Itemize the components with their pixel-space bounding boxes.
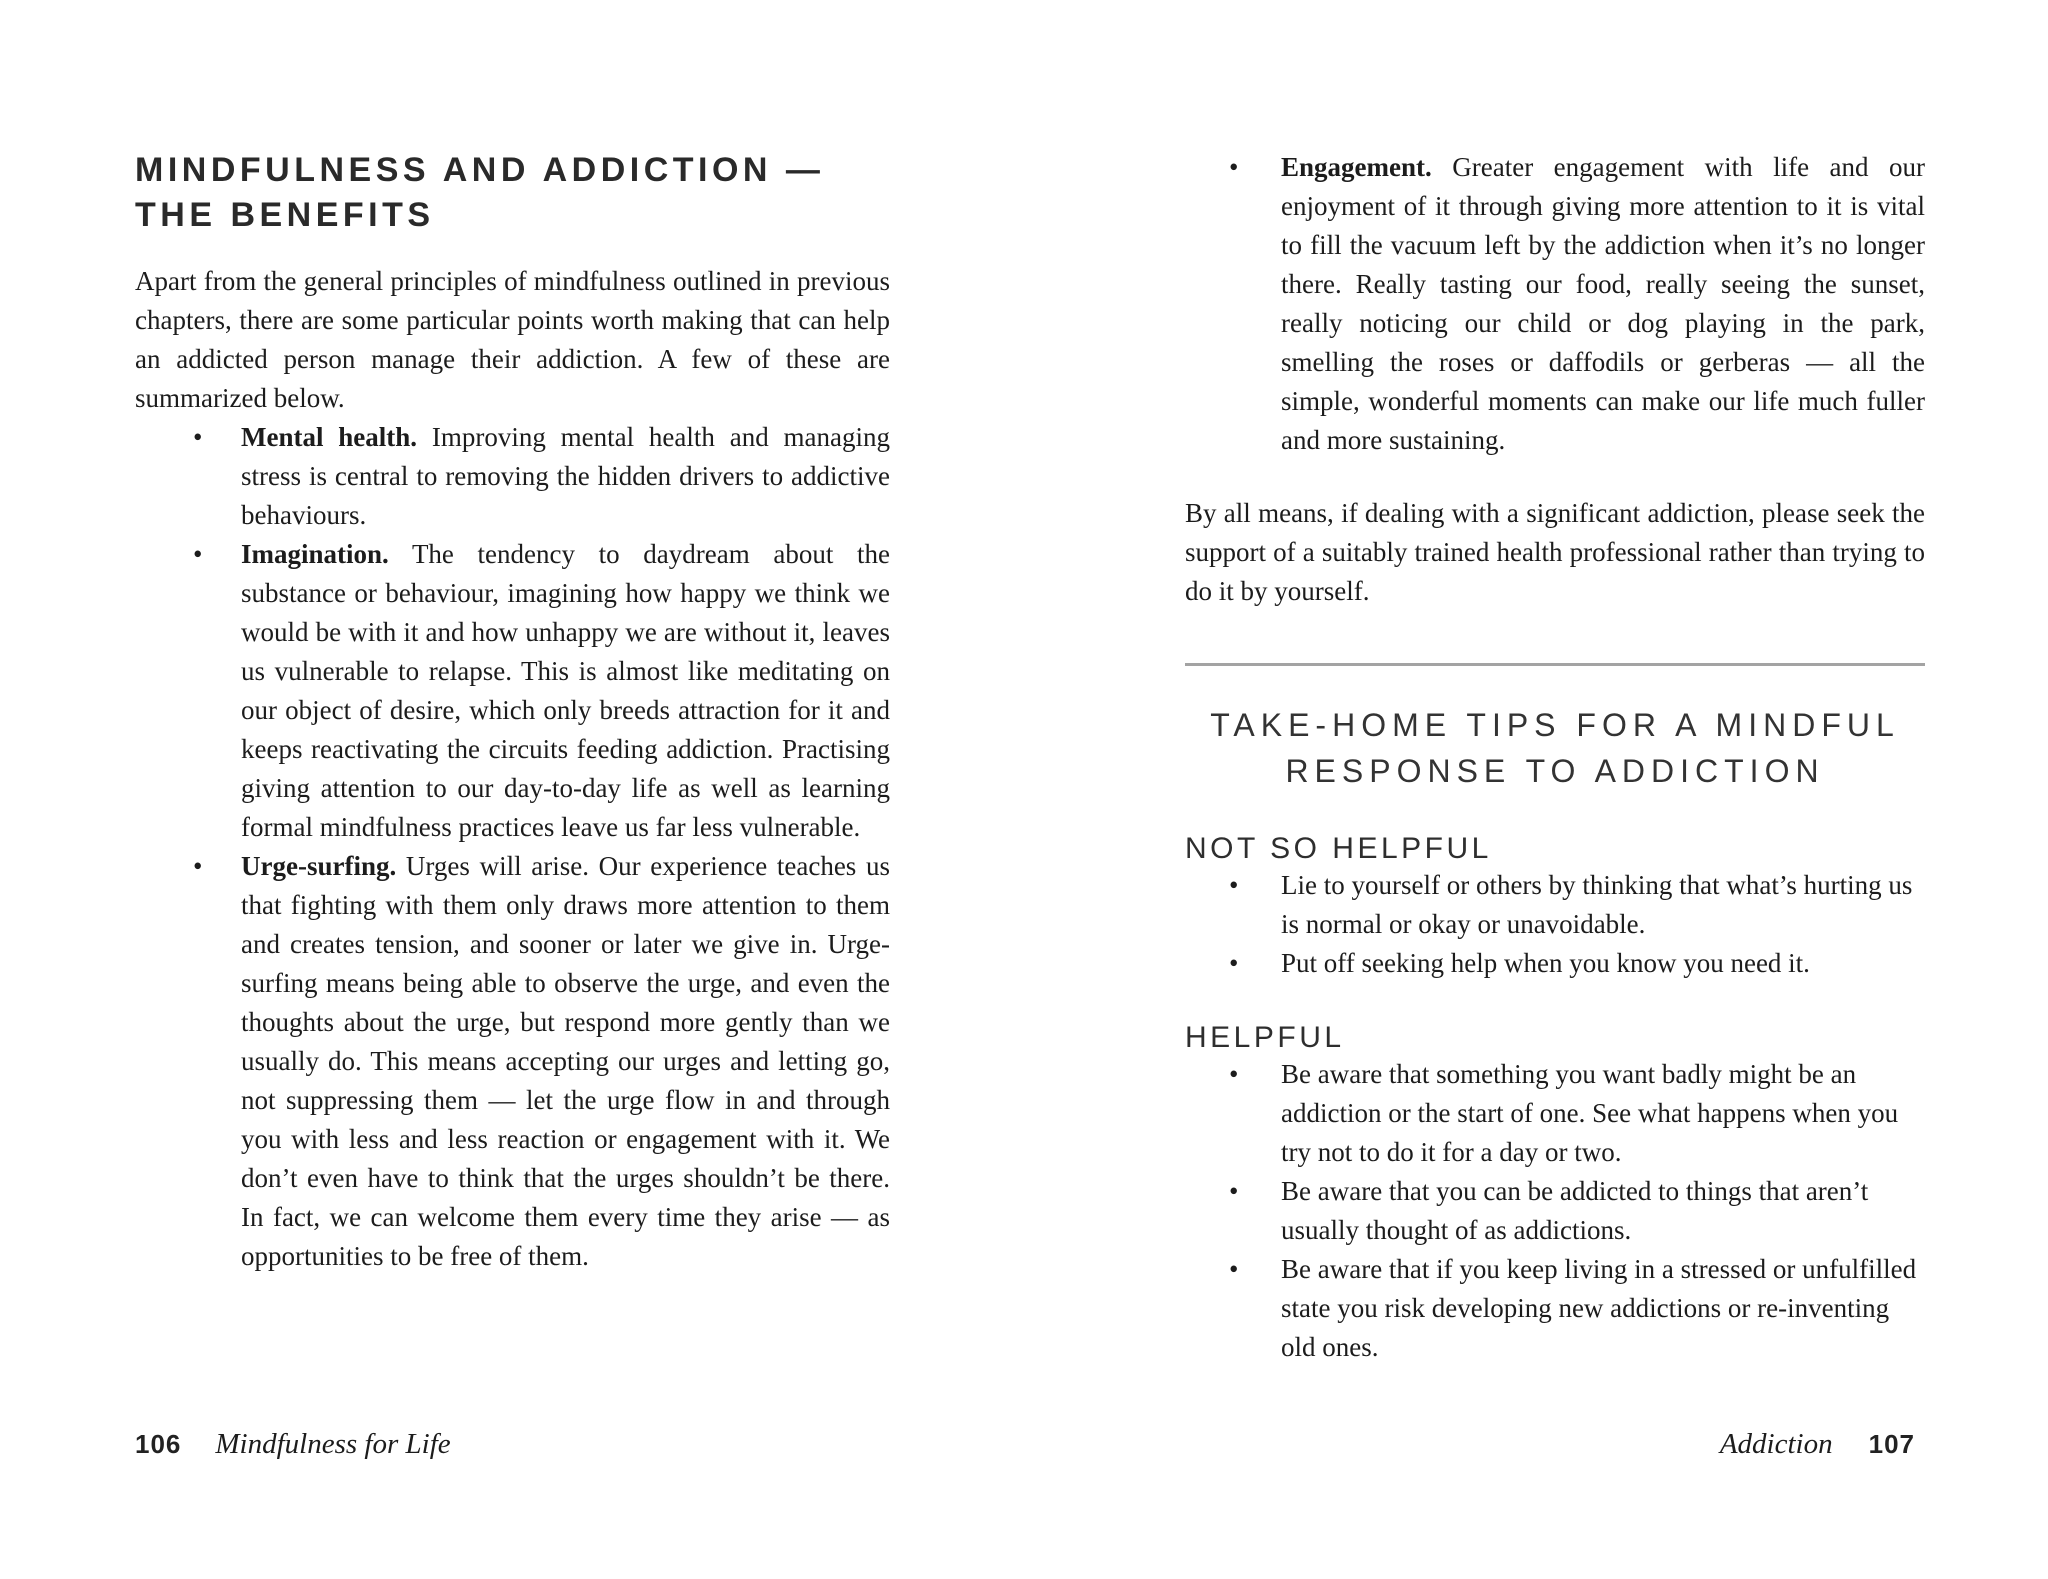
list-item	[1185, 148, 1925, 460]
page-number-left: 106	[135, 1429, 182, 1459]
list-item-lead: Mental health.	[241, 422, 418, 452]
list-item-text: Be aware that you can be addicted to things that aren’t usually thought of as addictions.	[1281, 1176, 1869, 1245]
list-item-body: Improving mental health and managing stress is central to removing the hidden drivers to addictive behaviours.	[241, 422, 890, 530]
list-item-body: Greater engagement with life and our enjoyment of it through giving more attention to it is vital to fill the vacuum left by the addiction when it’s no longer there. Really tasting our food, really seeing the sunset, really noticing our child or dog playing in the park, smelling the roses or daffodils or gerberas — all the simple, wonderful moments can make our life much fuller and more sustaining.	[1281, 152, 1926, 455]
section-divider	[1185, 663, 1925, 666]
bullet-icon: •	[1229, 948, 1239, 978]
list-item-text	[1281, 148, 1925, 460]
not-so-helpful-label: NOT SO HELPFUL	[1185, 832, 1492, 865]
benefits-list-continued	[1185, 148, 1925, 460]
section-heading-line2: THE BENEFITS	[135, 196, 435, 234]
list-item-body: The tendency to daydream about the substance or behaviour, imagining how happy we think we would be with it and how unhappy we are without it, leaves us vulnerable to relapse. This is almost like meditating on our object of desire, which only breeds attraction for it and keeps reactivating the circuits feeding addiction. Practising giving attention to our day-to-day life as well as learning formal mindfulness practices leave us far less vulnerable.	[241, 539, 890, 842]
bullet-icon: •	[1229, 1254, 1239, 1284]
list-item-body: Urges will arise. Our experience teaches us that fighting with them only draws more attention to them and creates tension, and sooner or later we give in. Urge-surfing means being able to observe the urge, and even the thoughts about the urge, but respond more gently than we usually do. This means accepting our urges and letting go, not suppressing them — let the urge flow in and through you with less and less reaction or engagement with it. We don’t even have to think that the urges shouldn’t be there. In fact, we can welcome them every time they arise — as opportunities to be free of them.	[241, 851, 890, 1271]
list-item	[135, 418, 890, 535]
bullet-icon: •	[193, 422, 203, 452]
list-item-text	[241, 535, 890, 847]
list-item-lead: Imagination.	[241, 539, 389, 569]
chapter-title: Addiction	[1719, 1428, 1833, 1460]
tips-heading-line2: RESPONSE TO ADDICTION	[1285, 753, 1825, 789]
list-item	[135, 535, 890, 847]
benefits-list	[135, 418, 890, 1276]
left-page-footer	[135, 1428, 451, 1461]
list-item-text: Be aware that something you want badly might be an addiction or the start of one. See what happens when you try not to do it for a day or two.	[1281, 1059, 1899, 1167]
bullet-icon: •	[1229, 1176, 1239, 1206]
list-item	[1185, 866, 1925, 944]
list-item	[135, 847, 890, 1276]
list-item-text: Put off seeking help when you know you need it.	[1281, 948, 1810, 978]
advice-paragraph: By all means, if dealing with a significant addiction, please seek the support of a suitably trained health professional rather than trying to do it by yourself.	[1185, 498, 1925, 606]
page-number-right: 107	[1868, 1429, 1915, 1459]
tips-heading-line1: TAKE-HOME TIPS FOR A MINDFUL	[1210, 707, 1900, 743]
list-item	[1185, 944, 1925, 983]
book-title: Mindfulness for Life	[215, 1428, 451, 1460]
list-item	[1185, 1055, 1925, 1172]
bullet-icon: •	[1229, 152, 1239, 182]
list-item-text: Be aware that if you keep living in a stressed or unfulfilled state you risk developing new addictions or re-inventing old ones.	[1281, 1254, 1917, 1362]
helpful-list	[1185, 1055, 1925, 1367]
right-page-column	[1185, 148, 1925, 1367]
right-page-footer	[1720, 1428, 1915, 1461]
intro-paragraph: Apart from the general principles of mindfulness outlined in previous chapters, there are some particular points worth making that can help an addicted person manage their addiction. A few of these are summarized below.	[135, 266, 890, 413]
list-item-text	[241, 418, 890, 535]
bullet-icon: •	[1229, 870, 1239, 900]
list-item	[1185, 1250, 1925, 1367]
section-heading-line1: MINDFULNESS AND ADDICTION —	[135, 151, 825, 189]
bullet-icon: •	[193, 851, 203, 881]
list-item-text	[241, 847, 890, 1276]
helpful-label: HELPFUL	[1185, 1021, 1345, 1054]
bullet-icon: •	[193, 539, 203, 569]
list-item-lead: Engagement.	[1281, 152, 1432, 182]
bullet-icon: •	[1229, 1059, 1239, 1089]
list-item-lead: Urge-surfing.	[241, 851, 397, 881]
left-page-column	[135, 148, 890, 1276]
not-so-helpful-list	[1185, 866, 1925, 983]
tips-heading	[1185, 702, 1925, 794]
list-item-text: Lie to yourself or others by thinking that what’s hurting us is normal or okay or unavoidable.	[1281, 870, 1913, 939]
section-heading	[135, 148, 890, 238]
list-item	[1185, 1172, 1925, 1250]
